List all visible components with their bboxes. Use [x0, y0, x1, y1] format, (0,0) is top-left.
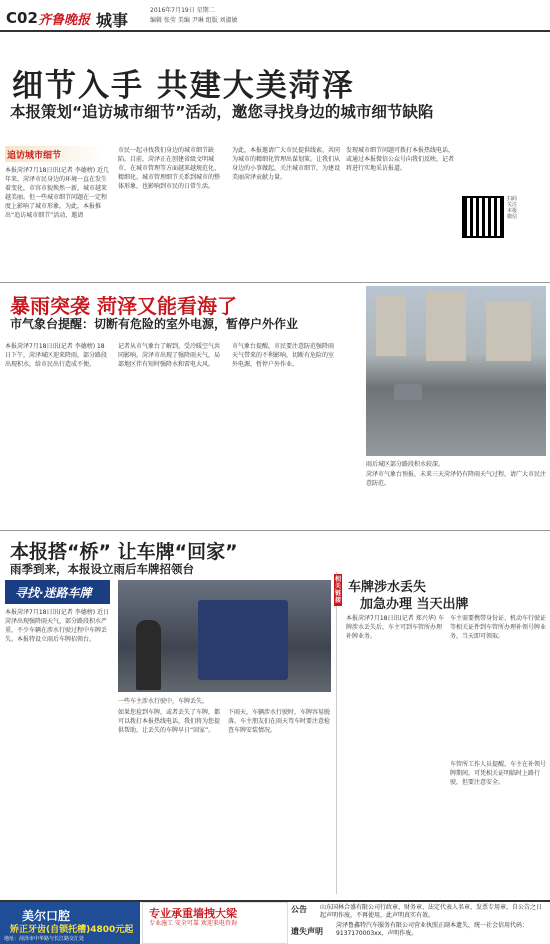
related-headline-line1: 车牌涉水丢失 [348, 580, 427, 595]
qr-label: 扫码关注本报微信 [507, 196, 518, 220]
page-number: C02 [6, 9, 38, 27]
lead-headline: 细节入手 共建大美菏泽 [12, 68, 355, 104]
plate-logo-banner [5, 580, 110, 604]
plate-body-col2: 如果您捡到车牌，或者丢失了车牌，都可以拨打本报热线电话，我们将为您提供帮助，让丢失的车牌早日“回家”。 [118, 709, 221, 734]
rain-body-col2: 记者从市气象台了解到，受冷暖空气共同影响，菏泽市出现了强降雨天气，局部地区伴有短时强降水和雷电大风。 [118, 343, 221, 368]
lost-statement-text: 菏泽鲁鑫特汽车服务有限公司营业执照正副本遗失，统一社会信用代码：9137170003xx，声明作废。 [336, 922, 529, 937]
plate-headline: 本报搭“桥” 让车牌“回家” [10, 541, 238, 563]
rain-subheadline: 市气象台提醒：切断有危险的室外电源，暂停户外作业 [10, 317, 299, 331]
lead-body-col4: 发现城市细节问题可拨打本报热线电话，或通过本报微信公众号向我们反映，记者将进行实地采访报道。 [346, 147, 455, 172]
related-body-col2: 车主需要携带身份证、机动车行驶证等相关证件到车管所办理补领号牌业务，当天即可领取。 [450, 615, 546, 640]
plate-subheadline: 雨季到来，本报设立雨后车牌招领台 [10, 562, 194, 576]
rain-headline: 暴雨突袭 菏泽又能看海了 [10, 294, 237, 318]
issue-date: 2016年7月19日 星期二 [150, 7, 215, 14]
section-name: 城事 [96, 11, 129, 30]
dental-ad-address: 地址：菏泽市中华路与长江路交汇处 [4, 936, 85, 942]
related-body-col1: 本报菏泽7月18日讯(记者 郑兴华) 车牌涉水丢失后，车主可到车管所办理补牌业务。 [346, 615, 444, 640]
construction-ad-text: 专业施工 安全可靠 欢迎来电咨询 [149, 920, 237, 927]
lead-body-col3: 为此，本报邀请广大市民提供线索，共同为城市的精细化管理出谋划策。让我们从身边的小事做起，关注城市细节，为建设美丽菏泽贡献力量。 [232, 147, 340, 181]
related-headline-line2: 加急办理 当天出牌 [360, 597, 469, 612]
related-link-tag: 相关链接 [335, 576, 342, 604]
plate-body-col1: 本报菏泽7月18日讯(记者 李德榜) 近日菏泽出现强降雨天气，部分路段积水严重，不少车辆在涉水行驶过程中车牌丢失。本报特设立雨后车牌招领台。 [5, 609, 109, 643]
header-rule [0, 30, 550, 32]
related-body-col3: 车管所工作人员提醒，车主在补领号牌期间，可凭相关证明临时上路行驶，但要注意安全。 [450, 761, 546, 786]
plate-body-col3: 下雨天，车辆涉水行驶时，车牌容易脱落。车主朋友们在雨天驾车时要注意检查车牌安装情况。 [228, 709, 331, 734]
plate-logo-text: 寻找·迷路车牌 [15, 586, 92, 600]
plate-photo-caption: 一些车主涉水行驶中，车牌丢失。 [118, 698, 209, 705]
lost-plate-photo [118, 580, 331, 692]
flooded-street-photo [366, 286, 546, 456]
qr-code-icon[interactable] [462, 196, 504, 238]
dental-ad-title: 美尔口腔 [22, 909, 71, 923]
rain-body-col3: 市气象台提醒，市民要注意防范强降雨天气带来的不利影响，切断有危险的室外电源，暂停户外作业。 [232, 343, 335, 368]
lead-logo-text: 追访城市细节 [7, 151, 62, 161]
notice-label: 公告 [291, 905, 307, 914]
dental-ad-offer: 矫正牙齿(自锁托槽)4800元起 [10, 925, 134, 935]
construction-ad[interactable] [142, 902, 288, 944]
section-divider [0, 282, 550, 283]
rain-body-col1: 本报菏泽7月18日讯(记者 李德榜) 18日下午，菏泽城区迎来降雨，部分路段出现积水，给市民出行造成不便。 [5, 343, 108, 368]
rain-photo-caption: 雨后城区部分路段积水较深。 [366, 461, 445, 468]
construction-ad-title: 专业承重墙拽大梁 [149, 907, 237, 920]
notice-text: 山东国林合盛有限公司行政章、财务章、法定代表人名章、发票专用章，自公告之日起声明作废，不再使用，此声明真实有效。 [320, 904, 543, 919]
editor-credits: 编辑 张莹 美编 尹琳 组版 刘淑敏 [150, 17, 238, 24]
section-divider [0, 530, 550, 531]
lead-body-col1: 本报菏泽7月18日讯(记者 李德榜) 近几年来，菏泽市民身边的环境一直在发生着变化，市容市貌焕然一新，城市越来越美丽。但一些城市细节问题在一定程度上影响了城市形象。为此，本报推出“追访城市细节”活动，邀请 [5, 167, 109, 219]
newspaper-logo: 齐鲁晚报 [38, 13, 91, 28]
lost-statement-label: 遗失声明 [291, 927, 323, 936]
column-divider [336, 572, 337, 894]
lead-body-col2: 市民一起寻找我们身边的城市细节缺陷。目前，菏泽正在创建省级文明城市，在城市管理等方面越来越规范化、精细化。城市管理细节关系到城市的整体形象，也影响到市民的日常生活。 [118, 147, 221, 190]
dental-ad[interactable] [0, 902, 140, 944]
lead-subheadline: 本报策划“追访城市细节”活动，邀您寻找身边的城市细节缺陷 [10, 103, 434, 121]
rain-body-col4: 菏泽市气象台预报，未来三天菏泽仍有降雨天气过程，请广大市民注意防范。 [366, 471, 546, 487]
